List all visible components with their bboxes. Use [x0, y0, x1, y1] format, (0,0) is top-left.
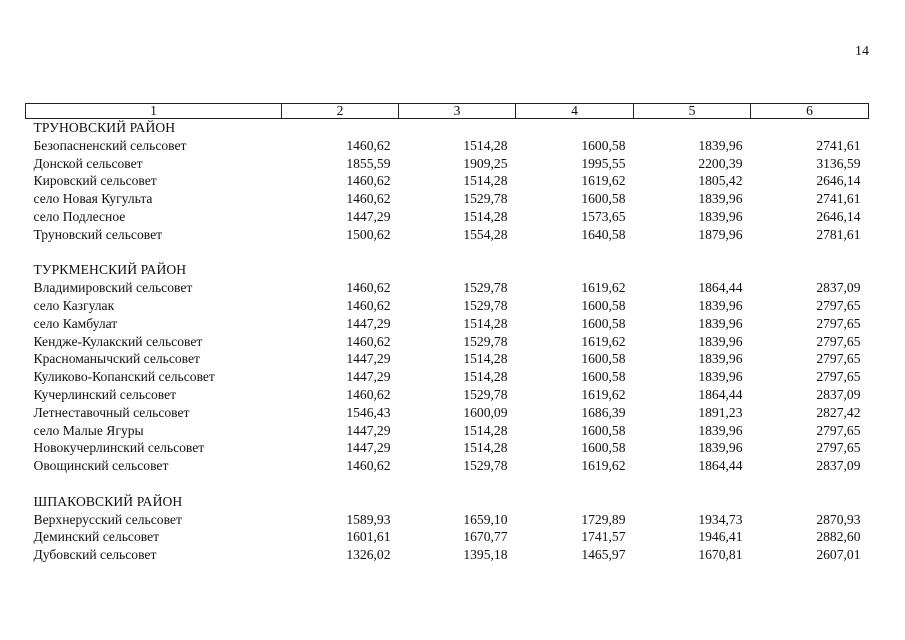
table-row: [26, 404, 869, 422]
value-cell-col-3: 1670,77: [463, 529, 508, 545]
value-cell-col-4: 1573,65: [581, 208, 626, 224]
value-cell-col-5: 2200,39: [698, 155, 743, 171]
value-cell-col-6: 2837,09: [816, 458, 861, 474]
settlement-name: Владимировский сельсовет: [33, 280, 193, 296]
value-cell-col-5: 1864,44: [698, 386, 743, 402]
value-cell-col-4: 1600,58: [581, 297, 626, 313]
district-heading-row: [26, 119, 869, 137]
value-cell-col-3: 1529,78: [463, 386, 508, 402]
column-header-6: 6: [751, 104, 869, 119]
value-cell-col-5: 1670,81: [698, 547, 743, 563]
table-row: [26, 511, 869, 529]
value-cell-col-2: 1855,59: [346, 155, 391, 171]
table-row: [26, 422, 869, 440]
value-cell-col-4: 1619,62: [581, 333, 626, 349]
settlement-name: село Подлесное: [33, 208, 126, 224]
value-cell-col-4: 1619,62: [581, 386, 626, 402]
value-cell-col-2: 1460,62: [346, 137, 391, 153]
spacer-cell: [26, 475, 869, 493]
table-row: [26, 190, 869, 208]
district-heading-row: [26, 261, 869, 279]
settlement-name: село Малые Ягуры: [33, 422, 144, 438]
value-cell-col-2: 1460,62: [346, 297, 391, 313]
column-number-row: [26, 104, 869, 119]
value-cell-col-3: 1529,78: [463, 280, 508, 296]
section-spacer: [26, 244, 869, 262]
value-cell-col-6: 2797,65: [816, 369, 861, 385]
settlement-name: село Камбулат: [33, 315, 118, 331]
settlement-name: Куликово-Копанский сельсовет: [33, 369, 215, 385]
value-cell-col-6: 2797,65: [816, 440, 861, 456]
value-cell-col-3: 1514,28: [463, 173, 508, 189]
value-cell-col-5: 1946,41: [698, 529, 743, 545]
value-cell-col-4: 1686,39: [581, 404, 626, 420]
value-cell-col-2: 1460,62: [346, 173, 391, 189]
settlement-name: село Новая Кугульта: [33, 191, 153, 207]
value-cell-col-5: 1934,73: [698, 511, 743, 527]
value-cell-col-6: 2797,65: [816, 422, 861, 438]
value-cell-col-5: 1839,96: [698, 422, 743, 438]
settlement-name: Дубовский сельсовет: [33, 547, 157, 563]
settlement-name: Кировский сельсовет: [33, 173, 157, 189]
table-row: [26, 546, 869, 564]
value-cell-col-3: 1514,28: [463, 440, 508, 456]
value-cell-col-6: 2797,65: [816, 351, 861, 367]
value-cell-col-3: 1514,28: [463, 315, 508, 331]
column-header-3: 3: [399, 104, 516, 119]
value-cell-col-3: 1554,28: [463, 226, 508, 242]
value-cell-col-3: 1529,78: [463, 333, 508, 349]
value-cell-col-3: 1909,25: [463, 155, 508, 171]
value-cell-col-3: 1514,28: [463, 422, 508, 438]
value-cell-col-6: 2797,65: [816, 297, 861, 313]
value-cell-col-4: 1600,58: [581, 137, 626, 153]
value-cell-col-5: 1839,96: [698, 333, 743, 349]
value-cell-col-4: 1741,57: [581, 529, 626, 545]
value-cell-col-2: 1447,29: [346, 440, 391, 456]
settlement-name: Красноманычский сельсовет: [33, 351, 200, 367]
value-cell-col-4: 1600,58: [581, 191, 626, 207]
column-header-4: 4: [516, 104, 634, 119]
table-row: [26, 226, 869, 244]
settlement-name: Летнеставочный сельсовет: [33, 404, 190, 420]
column-header-1: 1: [26, 104, 282, 119]
district-heading-row: [26, 493, 869, 511]
value-cell-col-5: 1839,96: [698, 137, 743, 153]
district-title: ТРУНОВСКИЙ РАЙОН: [33, 120, 176, 135]
value-cell-col-3: 1529,78: [463, 191, 508, 207]
value-cell-col-6: 2837,09: [816, 280, 861, 296]
settlement-name: Труновский сельсовет: [33, 226, 163, 242]
value-cell-col-2: 1447,29: [346, 422, 391, 438]
value-cell-col-5: 1891,23: [698, 404, 743, 420]
value-cell-col-4: 1600,58: [581, 369, 626, 385]
value-cell-col-5: 1839,96: [698, 191, 743, 207]
value-cell-col-5: 1839,96: [698, 351, 743, 367]
value-cell-col-2: 1447,29: [346, 351, 391, 367]
table-row: [26, 528, 869, 546]
value-cell-col-5: 1864,44: [698, 280, 743, 296]
value-cell-col-6: 2797,65: [816, 315, 861, 331]
value-cell-col-6: 2882,60: [816, 529, 861, 545]
value-cell-col-2: 1460,62: [346, 280, 391, 296]
value-cell-col-2: 1601,61: [346, 529, 391, 545]
value-cell-col-6: 2870,93: [816, 511, 861, 527]
value-cell-col-3: 1514,28: [463, 369, 508, 385]
value-cell-col-6: 2607,01: [816, 547, 861, 563]
value-cell-col-6: 2741,61: [816, 137, 861, 153]
value-cell-col-3: 1514,28: [463, 351, 508, 367]
value-cell-col-4: 1619,62: [581, 458, 626, 474]
section-spacer: [26, 475, 869, 493]
value-cell-col-2: 1500,62: [346, 226, 391, 242]
value-cell-col-2: 1460,62: [346, 191, 391, 207]
value-cell-col-4: 1600,58: [581, 440, 626, 456]
value-cell-col-2: 1546,43: [346, 404, 391, 420]
table-row: [26, 208, 869, 226]
value-cell-col-6: 2837,09: [816, 386, 861, 402]
value-cell-col-4: 1600,58: [581, 422, 626, 438]
value-cell-col-6: 3136,59: [816, 155, 861, 171]
table-row: [26, 172, 869, 190]
value-cell-col-6: 2827,42: [816, 404, 861, 420]
value-cell-col-6: 2797,65: [816, 333, 861, 349]
value-cell-col-6: 2646,14: [816, 208, 861, 224]
value-cell-col-2: 1326,02: [346, 547, 391, 563]
settlement-name: Овощинский сельсовет: [33, 458, 169, 474]
settlement-name: Новокучерлинский сельсовет: [33, 440, 205, 456]
column-header-2: 2: [282, 104, 399, 119]
table-row: [26, 368, 869, 386]
value-cell-col-3: 1514,28: [463, 137, 508, 153]
value-cell-col-3: 1659,10: [463, 511, 508, 527]
value-cell-col-2: 1447,29: [346, 369, 391, 385]
value-cell-col-5: 1839,96: [698, 315, 743, 331]
value-cell-col-4: 1600,58: [581, 351, 626, 367]
spacer-cell: [26, 244, 869, 262]
settlement-name: Донской сельсовет: [33, 155, 143, 171]
value-cell-col-2: 1447,29: [346, 208, 391, 224]
value-cell-col-2: 1460,62: [346, 386, 391, 402]
district-title: ТУРКМЕНСКИЙ РАЙОН: [33, 262, 187, 278]
district-title: ШПАКОВСКИЙ РАЙОН: [33, 493, 183, 509]
value-cell-col-2: 1447,29: [346, 315, 391, 331]
table-row: [26, 279, 869, 297]
value-cell-col-2: 1460,62: [346, 333, 391, 349]
value-cell-col-5: 1879,96: [698, 226, 743, 242]
settlement-name: Безопасненский сельсовет: [33, 137, 187, 153]
value-cell-col-5: 1839,96: [698, 297, 743, 313]
value-cell-col-6: 2781,61: [816, 226, 861, 242]
value-cell-col-5: 1805,42: [698, 173, 743, 189]
value-cell-col-4: 1465,97: [581, 547, 626, 563]
value-cell-col-3: 1600,09: [463, 404, 508, 420]
value-cell-col-3: 1529,78: [463, 458, 508, 474]
value-cell-col-4: 1619,62: [581, 173, 626, 189]
page-number: 14: [855, 44, 869, 59]
table-header: [26, 104, 869, 119]
value-cell-col-4: 1640,58: [581, 226, 626, 242]
table-row: [26, 350, 869, 368]
settlement-name: Деминский сельсовет: [33, 529, 160, 545]
settlement-name: Верхнерусский сельсовет: [33, 511, 182, 527]
table-row: [26, 297, 869, 315]
column-header-5: 5: [634, 104, 751, 119]
value-cell-col-5: 1839,96: [698, 369, 743, 385]
value-cell-col-5: 1839,96: [698, 208, 743, 224]
value-cell-col-3: 1395,18: [463, 547, 508, 563]
value-cell-col-3: 1529,78: [463, 297, 508, 313]
value-cell-col-6: 2741,61: [816, 191, 861, 207]
table-row: [26, 333, 869, 351]
table-row: [26, 315, 869, 333]
table-row: [26, 386, 869, 404]
value-cell-col-3: 1514,28: [463, 208, 508, 224]
value-cell-col-4: 1619,62: [581, 280, 626, 296]
table-row: [26, 137, 869, 155]
value-cell-col-4: 1995,55: [581, 155, 626, 171]
value-cell-col-2: 1589,93: [346, 511, 391, 527]
settlement-name: село Казгулак: [33, 297, 115, 313]
table-body: [26, 119, 869, 564]
table-row: [26, 439, 869, 457]
value-cell-col-6: 2646,14: [816, 173, 861, 189]
table-row: [26, 457, 869, 475]
value-cell-col-4: 1600,58: [581, 315, 626, 331]
settlement-name: Кучерлинский сельсовет: [33, 386, 177, 402]
value-cell-col-5: 1864,44: [698, 458, 743, 474]
settlement-name: Кендже-Кулакский сельсовет: [33, 333, 203, 349]
value-cell-col-5: 1839,96: [698, 440, 743, 456]
value-cell-col-4: 1729,89: [581, 511, 626, 527]
tariff-table: [25, 103, 869, 564]
value-cell-col-2: 1460,62: [346, 458, 391, 474]
table-row: [26, 155, 869, 173]
